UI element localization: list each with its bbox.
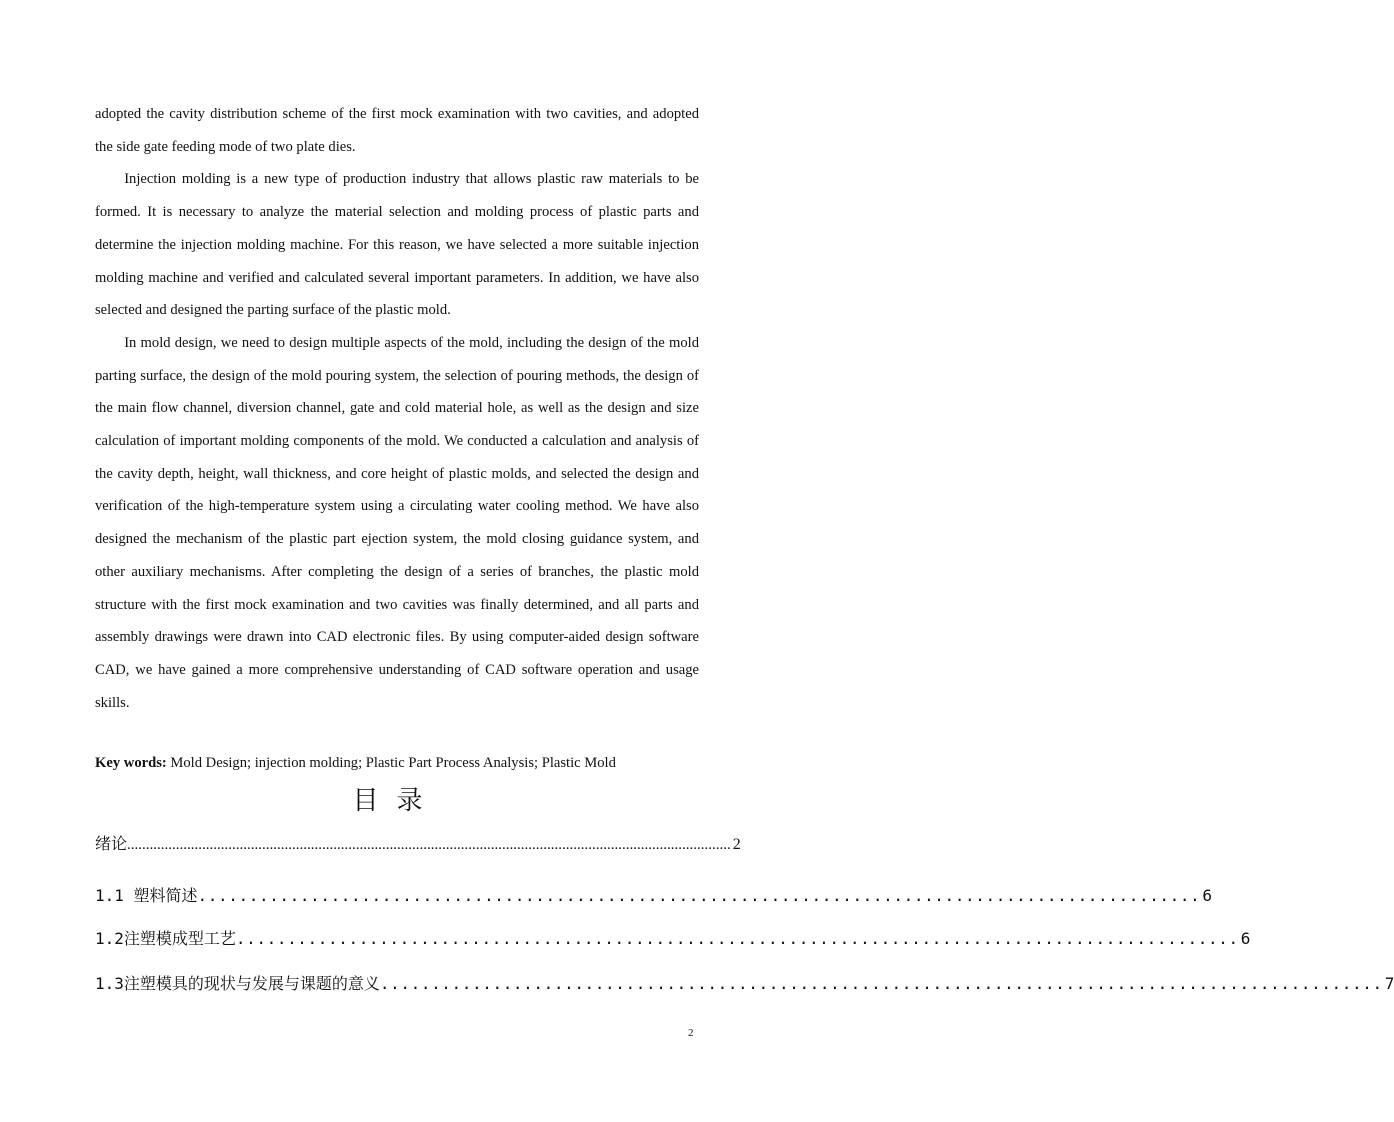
toc-entry-label: 绪论 — [95, 834, 128, 853]
page-number: 2 — [688, 1027, 694, 1039]
toc-entry-page: 6 — [1240, 929, 1251, 948]
abstract-paragraph-2: Injection molding is a new type of production industry that allows plastic raw materials to be formed. It is necessary to analyze the material selection and molding process of plastic parts and determine the injection molding machine. For this reason, we have selected a more suitable injection molding machine and verified and calculated several important parameters. In addition, we have also selected and designed the parting surface of the plastic mold. — [95, 171, 699, 319]
toc-leader-dots: .................................................................................................. — [235, 929, 1239, 948]
toc-leader-dots: .................................................................................................. — [197, 886, 1201, 905]
keywords-label: Key words: — [95, 755, 167, 771]
keywords-text: Mold Design; injection molding; Plastic Part Process Analysis; Plastic Mold — [166, 755, 616, 771]
toc-entry[interactable] — [95, 832, 741, 857]
toc-entry[interactable] — [95, 972, 1394, 996]
abstract-paragraph-3: In mold design, we need to design multiple aspects of the mold, including the design of the mold parting surface, the design of the mold pouring system, the selection of pouring methods, the design of the main flow channel, diversion channel, gate and cold material hole, as well as the design and size calculation of important molding components of the mold. We conducted a calculation and analysis of the cavity depth, height, wall thickness, and core height of plastic molds, and selected the design and verification of the high-temperature system using a circulating water cooling method. We have also designed the mechanism of the plastic part ejection system, the mold closing guidance system, and other auxiliary mechanisms. After completing the design of a series of branches, the plastic mold structure with the first mock examination and two cavities was finally determined, and all parts and assembly drawings were drawn into CAD electronic files. By using computer-aided design software CAD, we have gained a more comprehensive understanding of CAD software operation and usage skills. — [95, 334, 699, 711]
toc-entry-page: 7 — [1384, 974, 1394, 993]
abstract-body — [95, 98, 699, 719]
toc-title: 目录 — [352, 786, 441, 816]
abstract-paragraph-1: adopted the cavity distribution scheme of the first mock examination with two cavities, and adopted the side gate feeding mode of two plate dies. — [95, 106, 699, 155]
toc-entry-page: 2 — [732, 836, 741, 853]
toc-entry[interactable] — [95, 884, 1213, 908]
toc-entry-label: 1.3注塑模具的现状与发展与课题的意义 — [95, 974, 380, 993]
keywords-line — [95, 751, 715, 775]
toc-leader-dots: ................................................................................................................................................................. — [127, 837, 731, 853]
toc-entry[interactable] — [95, 927, 1251, 951]
toc-entry-page: 6 — [1202, 886, 1213, 905]
toc-leader-dots: .................................................................................................. — [379, 974, 1383, 993]
toc-entry-label: 1.1 塑料简述 — [95, 886, 198, 905]
toc-entry-label: 1.2注塑模成型工艺 — [95, 929, 236, 948]
